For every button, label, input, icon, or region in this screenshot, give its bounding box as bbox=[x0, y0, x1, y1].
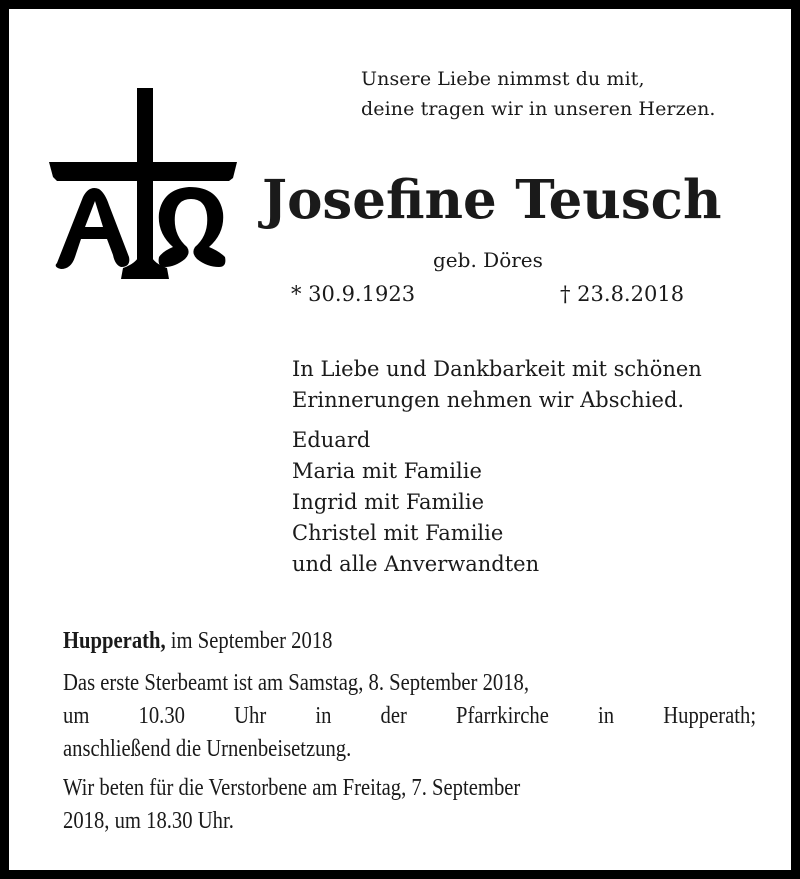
alpha-omega-cross-icon bbox=[47, 85, 239, 281]
word: der bbox=[380, 703, 407, 729]
farewell-line: Erinnerungen nehmen wir Abschied. bbox=[292, 388, 685, 412]
motto-line: deine tragen wir in unseren Herzen. bbox=[361, 98, 716, 120]
farewell-text bbox=[292, 354, 772, 416]
prayer-line: Wir beten für die Verstorbene am Freitag, 7. September bbox=[63, 775, 521, 801]
mourner: und alle Anverwandten bbox=[292, 552, 540, 576]
service-line: anschließend die Urnenbeisetzung. bbox=[63, 736, 352, 762]
birth-date: * 30.9.1923 bbox=[291, 282, 416, 306]
service-line: Das erste Sterbeamt ist am Samstag, 8. September 2018, bbox=[63, 670, 530, 696]
mourner: Eduard bbox=[292, 428, 371, 452]
service-line-justified bbox=[63, 700, 756, 733]
prayer-paragraph bbox=[63, 772, 751, 838]
place-name: Hupperath, bbox=[63, 628, 166, 654]
birth-name: geb. Döres bbox=[433, 248, 543, 272]
place-date: im September 2018 bbox=[165, 628, 333, 654]
word: in bbox=[598, 703, 615, 729]
word: Uhr bbox=[234, 703, 267, 729]
mourner: Ingrid mit Familie bbox=[292, 490, 485, 514]
word: um bbox=[63, 703, 90, 729]
mourner: Christel mit Familie bbox=[292, 521, 504, 545]
prayer-line: 2018, um 18.30 Uhr. bbox=[63, 808, 234, 834]
word: Pfarrkirche bbox=[456, 703, 549, 729]
farewell-line: In Liebe und Dankbarkeit mit schönen bbox=[292, 357, 702, 381]
service-paragraph bbox=[63, 667, 757, 766]
motto-line: Unsere Liebe nimmst du mit, bbox=[361, 68, 645, 90]
word: in bbox=[315, 703, 332, 729]
deceased-name: Josefine Teusch bbox=[262, 169, 722, 231]
word: Hupperath; bbox=[663, 703, 757, 729]
death-date: † 23.8.2018 bbox=[560, 282, 685, 306]
mourners-list bbox=[292, 425, 772, 580]
word: 10.30 bbox=[138, 703, 185, 729]
mourner: Maria mit Familie bbox=[292, 459, 482, 483]
motto-verse bbox=[361, 64, 781, 124]
place-date-line bbox=[63, 626, 332, 656]
